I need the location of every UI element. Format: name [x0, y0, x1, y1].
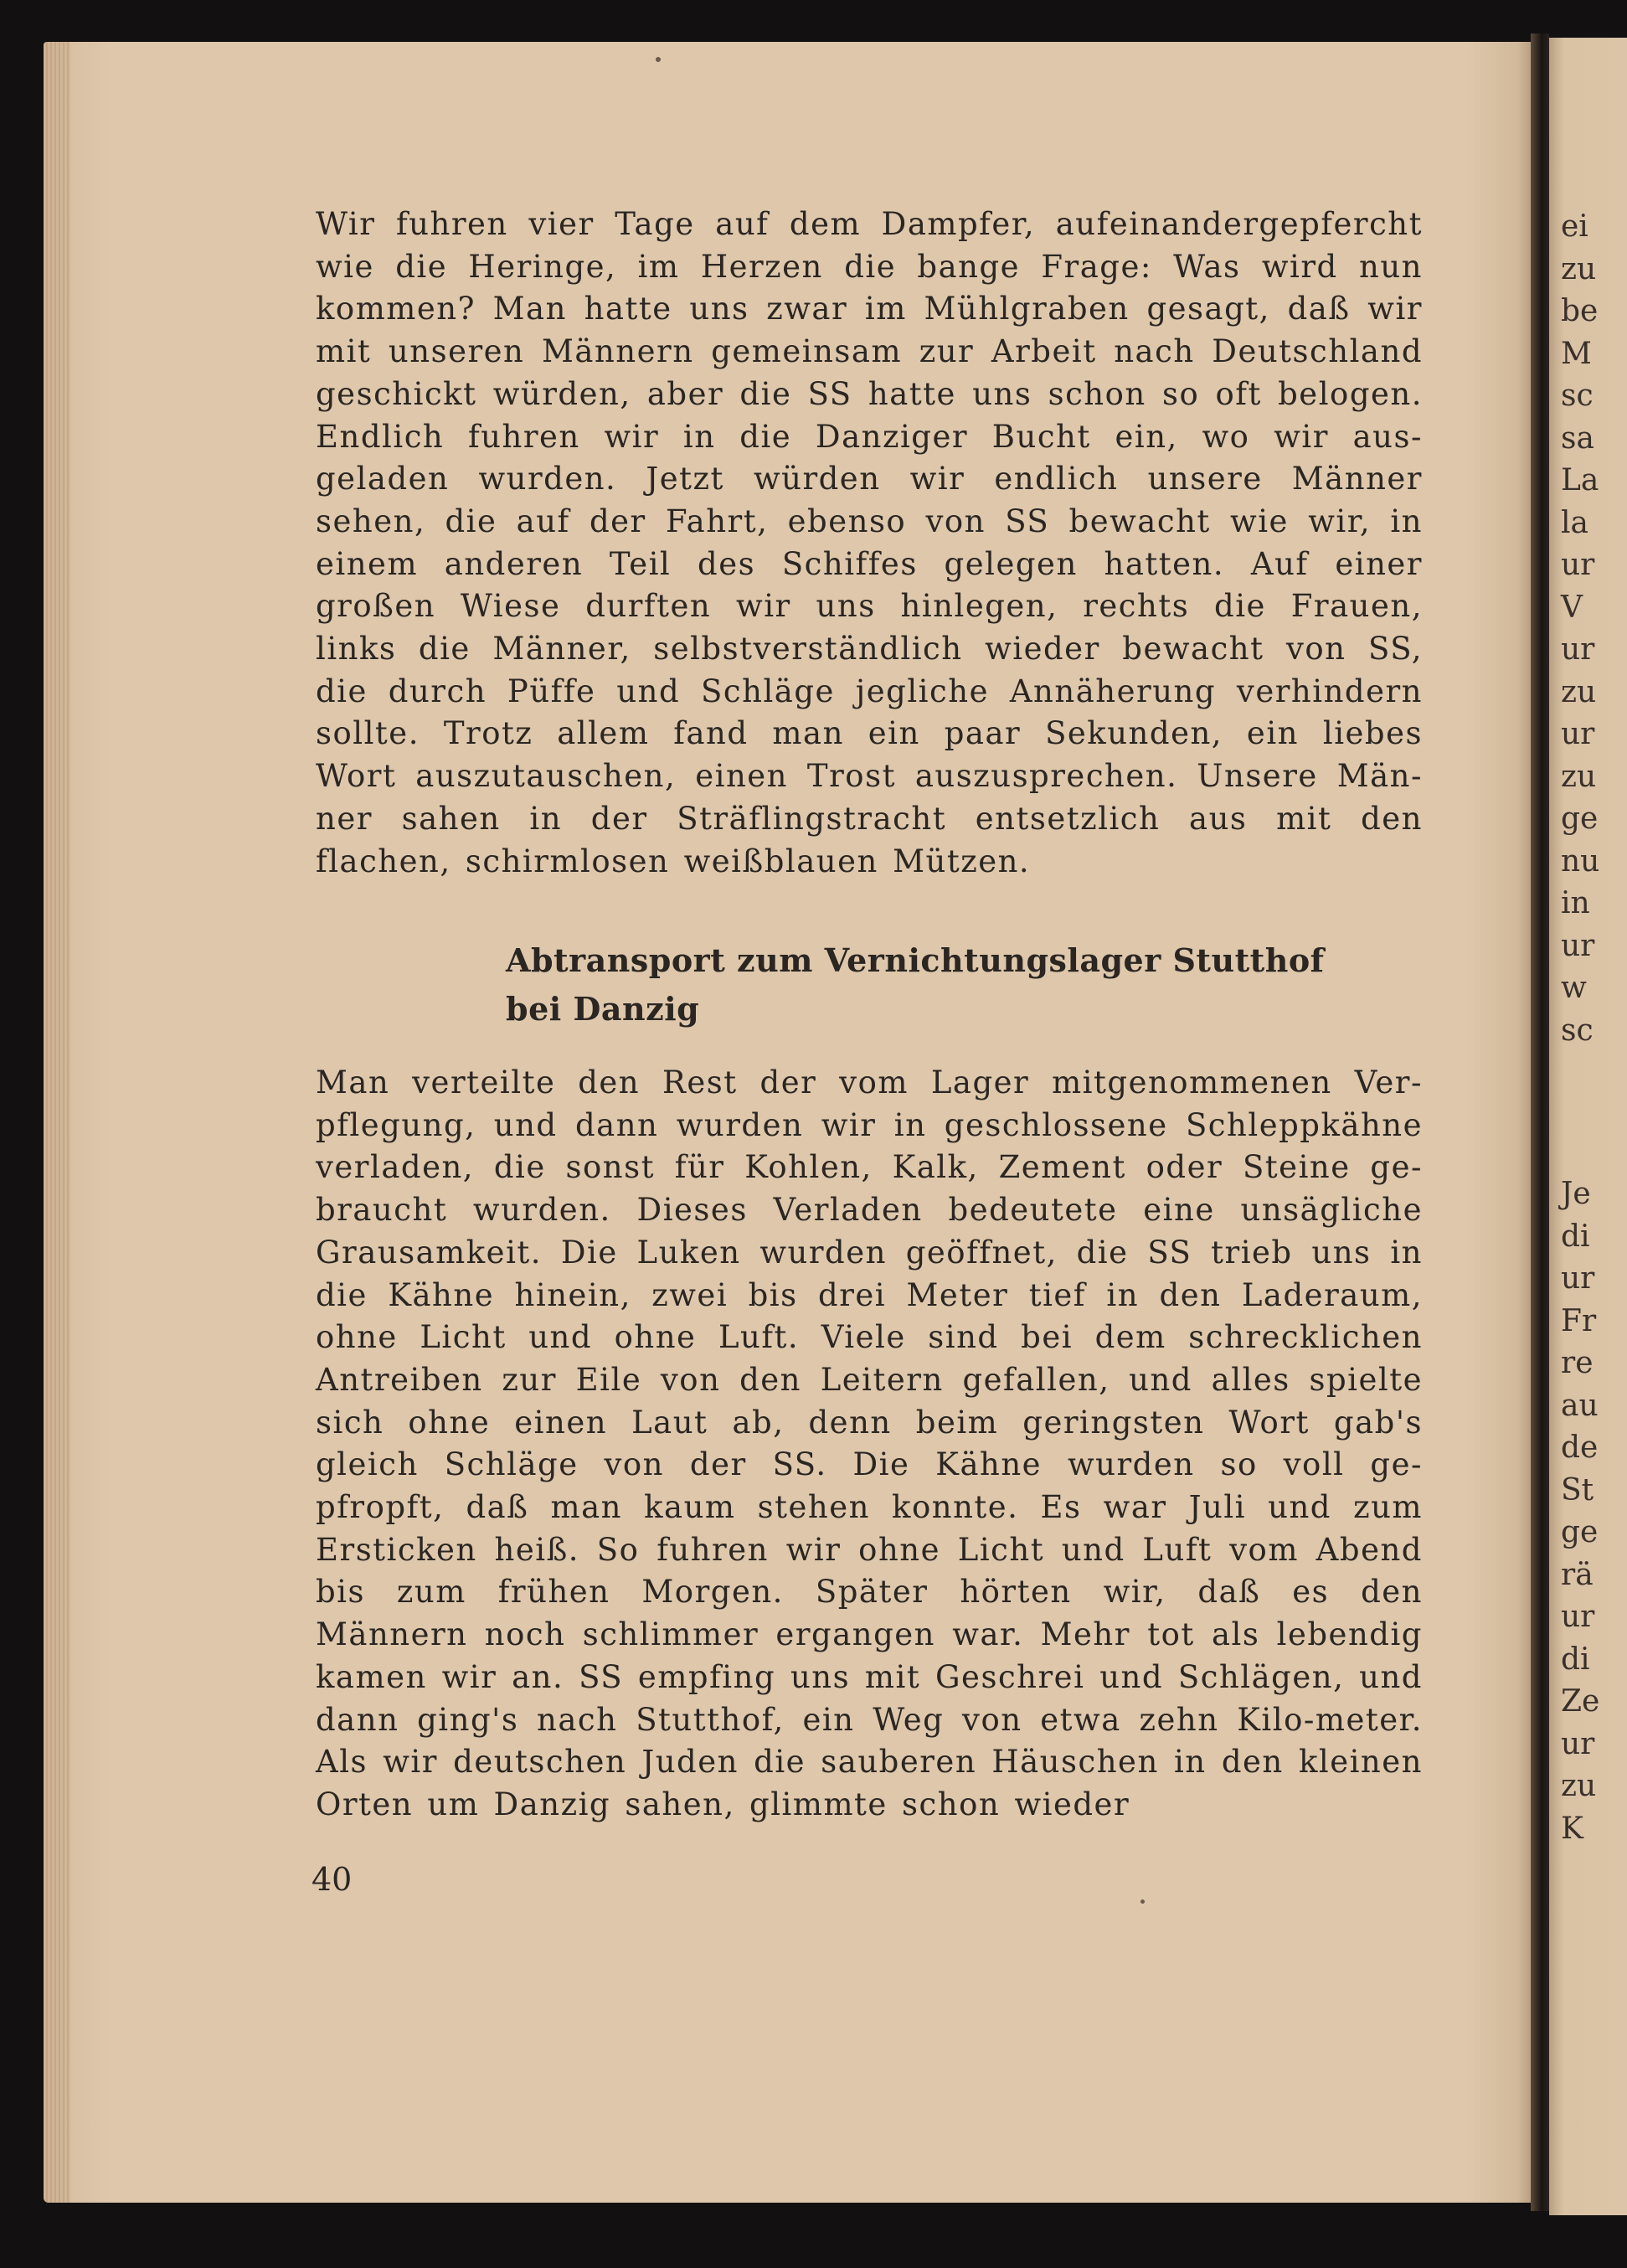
- next-page-fragment: di: [1561, 1642, 1590, 1677]
- next-page-fragment: au: [1561, 1388, 1599, 1423]
- section-heading: Abtransport zum Vernichtungslager Stutthof bei Danzig: [506, 941, 1325, 1028]
- paper-speck: [656, 57, 661, 62]
- next-page-fragment: St: [1561, 1472, 1594, 1508]
- body-paragraph-1: [316, 204, 1423, 883]
- next-page-fragment: la: [1561, 505, 1588, 540]
- next-page-fragment: K: [1561, 1811, 1583, 1846]
- next-page-fragment: M: [1561, 336, 1592, 371]
- next-page-fragment: ei: [1561, 209, 1588, 244]
- body-paragraph-2: [316, 1062, 1423, 1827]
- next-page-fragment: La: [1561, 463, 1599, 497]
- paragraph-text: Man verteilte den Rest der vom Lager mitgenommenen Ver-pflegung, und dann wurden wir in geschlossene Schleppkähne verladen, die sonst für Kohlen, Kalk, Zement oder Steine ge-braucht wurden. Dieses Verladen bedeutete eine unsägliche Grausamkeit. Die Luken wurden geöffnet, die SS trieb uns in die Kähne hinein, zwei bis drei Meter tief in den Laderaum, ohne Licht und ohne Luft. Viele sind bei dem schrecklichen Antreiben zur Eile von den Leitern gefallen, und alles spielte sich ohne einen Laut ab, denn beim geringsten Wort gab's gleich Schläge von der SS. Die Kähne wurden so voll ge-pfropft, daß man kaum stehen konnte. Es war Juli und zum Ersticken heiß. So fuhren wir ohne Licht und Luft vom Abend bis zum frühen Morgen. Später hörten wir, daß es den Männern noch schlimmer ergangen war. Mehr tot als lebendig kamen wir an. SS empfing uns mit Geschrei und Schlägen, und dann ging's nach Stutthof, ein Weg von etwa zehn Kilo-meter. Als wir deutschen Juden die sauberen Häuschen in den kleinen Orten um Danzig sahen, glimmte schon wieder: [316, 1064, 1423, 1822]
- paper-speck: [1140, 1899, 1145, 1904]
- next-page-fragment: Ze: [1561, 1684, 1600, 1719]
- next-page-fragment: V: [1561, 590, 1583, 625]
- next-page-fragment: sa: [1561, 420, 1594, 456]
- book-gutter: [1531, 34, 1549, 2211]
- book-page-right-partial: [1549, 38, 1627, 2215]
- next-page-fragment: be: [1561, 294, 1599, 328]
- next-page-fragment: ge: [1561, 802, 1599, 836]
- next-page-fragment: zu: [1561, 674, 1597, 709]
- next-page-fragment: w: [1561, 971, 1587, 1005]
- next-page-fragment: ur: [1561, 1600, 1595, 1634]
- paragraph-text: Wir fuhren vier Tage auf dem Dampfer, aufeinandergepfercht wie die Heringe, im Herzen die bange Frage: Was wird nun kommen? Man hatte uns zwar im Mühlgraben gesagt, daß wir mit unseren Männern gemeinsam zur Arbeit nach Deutschland geschickt würden, aber die SS hatte uns schon so oft belogen. Endlich fuhren wir in die Danziger Bucht ein, wo wir aus-geladen wurden. Jetzt würden wir endlich unsere Männer sehen, die auf der Fahrt, ebenso von SS bewacht wie wir, in einem anderen Teil des Schiffes gelegen hatten. Auf einer großen Wiese durften wir uns hinlegen, rechts die Frauen, links die Männer, selbstverständlich wieder bewacht von SS, die durch Püffe und Schläge jegliche Annäherung verhindern sollte. Trotz allem fand man ein paar Sekunden, ein liebes Wort auszutauschen, einen Trost auszusprechen. Unsere Män-ner sahen in der Sträflingstracht entsetzlich aus mit den flachen, schirmlosen weißblauen Mützen.: [316, 206, 1423, 879]
- next-page-fragment: zu: [1561, 1769, 1597, 1803]
- next-page-fragment: di: [1561, 1219, 1590, 1254]
- next-page-fragment: in: [1561, 886, 1590, 920]
- next-page-fragment: zu: [1561, 251, 1597, 286]
- next-page-fragment: ur: [1561, 548, 1595, 582]
- next-page-fragment: zu: [1561, 759, 1597, 794]
- next-page-fragment: re: [1561, 1346, 1594, 1380]
- next-page-fragment: ur: [1561, 1726, 1595, 1761]
- next-page-fragment: ur: [1561, 632, 1595, 667]
- next-page-fragment: sc: [1561, 1013, 1594, 1048]
- next-page-fragment: sc: [1561, 379, 1594, 413]
- next-page-fragment: Fr: [1561, 1303, 1597, 1338]
- next-page-fragment: ur: [1561, 1261, 1595, 1296]
- page-number: 40: [311, 1861, 353, 1898]
- next-page-fragment: Je: [1561, 1177, 1591, 1211]
- next-page-fragment: rä: [1561, 1557, 1594, 1592]
- next-page-fragment: ur: [1561, 928, 1595, 963]
- next-page-fragment: ur: [1561, 717, 1595, 751]
- next-page-fragment: ge: [1561, 1515, 1599, 1549]
- next-page-fragment: de: [1561, 1430, 1599, 1465]
- next-page-fragment: nu: [1561, 843, 1600, 879]
- page-edge-stack: [44, 42, 70, 2203]
